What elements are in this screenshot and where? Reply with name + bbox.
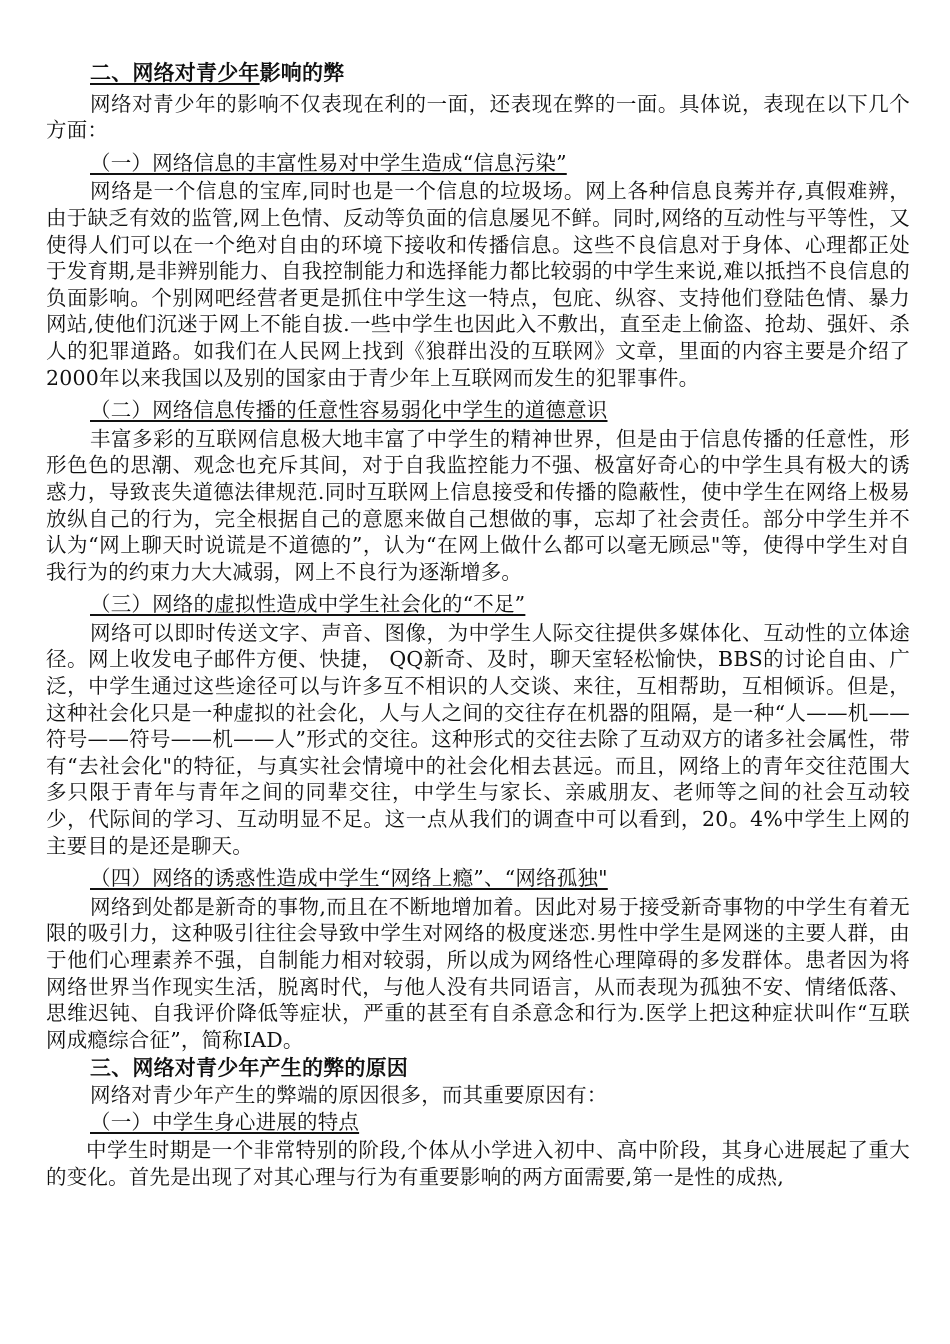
subsection-1-title: （一）网络信息的丰富性易对中学生造成“信息污染”	[90, 150, 567, 175]
section-2-heading-rest: 影响的弊	[259, 60, 345, 85]
subsection-2-title: （二）网络信息传播的任意性容易弱化中学生的道德意识	[90, 398, 608, 423]
section-2-heading	[90, 60, 910, 87]
section-3-subsection-1-body: 中学生时期是一个非常特别的阶段,个体从小学进入初中、高中阶段，其身心进展起了重大的变化。首先是出现了对其心理与行为有重要影响的两方面需要,第一是性的成热,	[46, 1138, 910, 1189]
section-3-heading: 三、网络对青少年产生的弊的原因	[90, 1055, 408, 1081]
subsection-2-body: 丰富多彩的互联网信息极大地丰富了中学生的精神世界，但是由于信息传播的任意性，形形色色的思潮、观念也充斥其间，对于自我监控能力不强、极富好奇心的中学生具有极大的诱惑力，导致丧失道德法律规范.同时互联网上信息接受和传播的隐蔽性，使中学生在网络上极易放纵自己的行为，完全根据自己的意愿来做自己想做的事，忘却了社会责任。部分中学生并不认为“网上聊天时说谎是不道德的”，认为“在网上做什么都可以毫无顾忌"等，使得中学生对自我行为的约束力大大减弱，网上不良行为逐渐增多。	[46, 426, 910, 584]
section-3-intro: 网络对青少年产生的弊端的原因很多，而其重要原因有：	[90, 1082, 608, 1107]
subsection-4-title: （四）网络的诱惑性造成中学生“网络上瘾”、“网络孤独"	[90, 866, 608, 891]
subsection-3-title: （三）网络的虚拟性造成中学生社会化的“不足”	[90, 592, 526, 617]
section-3-subsection-1-title: （一）中学生身心进展的特点	[90, 1109, 360, 1134]
subsection-3-body: 网络可以即时传送文字、声音、图像，为中学生人际交往提供多媒体化、互动性的立体途径。网上收发电子邮件方便、快捷， QQ新奇、及时，聊天室轻松愉快，BBS的讨论自由、广泛，中学生通过这些途径可以与许多互不相识的人交谈、来往，互相帮助，互相倾诉。但是，这种社会化只是一种虚拟的社会化，人与人之间的交往存在机器的阻隔，是一种“人——机——符号——符号——机——人”形式的交往。这种形式的交往去除了互动双方的诸多社会属性，带有“去社会化"的特征，与真实社会情境中的社会化相去甚远。而且，网络上的青年交往范围大多只限于青年与青年之间的同辈交往，中学生与家长、亲戚朋友、老师等之间的社会互动较少，代际间的学习、互动明显不足。这一点从我们的调查中可以看到，20。4%中学生上网的主要目的是还是聊天。	[46, 620, 910, 858]
section-2-heading-underlined: 二、网络对青少年	[90, 60, 260, 85]
section-2-intro: 网络对青少年的影响不仅表现在利的一面，还表现在弊的一面。具体说，表现在以下几个方面：	[46, 91, 910, 143]
subsection-4-body: 网络到处都是新奇的事物,而且在不断地增加着。因此对易于接受新奇事物的中学生有着无限的吸引力，这种吸引往往会导致中学生对网络的极度迷恋.男性中学生是网迷的主要人群，由于他们心理素养不强，自制能力相对较弱，所以成为网络性心理障碍的多发群体。患者因为将网络世界当作现实生活，脱离时代，与他人没有共同语言，从而表现为孤独不安、情绪低落、思维迟钝、自我评价降低等症状，严重的甚至有自杀意念和行为.医学上把这种症状叫作“互联网成瘾综合征”，简称IAD。	[46, 894, 910, 1052]
subsection-1-body: 网络是一个信息的宝库,同时也是一个信息的垃圾场。网上各种信息良莠并存,真假难辨，由于缺乏有效的监管,网上色情、反动等负面的信息屡见不鲜。同时,网络的互动性与平等性，又使得人们可以在一个绝对自由的环境下接收和传播信息。这些不良信息对于身体、心理都正处于发育期,是非辨别能力、自我控制能力和选择能力都比较弱的中学生来说,难以抵挡不良信息的负面影响。个别网吧经营者更是抓住中学生这一特点，包庇、纵容、支持他们登陆色情、暴力网站,使他们沉迷于网上不能自拔.一些中学生也因此入不敷出，直至走上偷盗、抢劫、强奸、杀人的犯罪道路。如我们在人民网上找到《狼群出没的互联网》文章，里面的内容主要是介绍了2000年以来我国以及别的国家由于青少年上互联网而发生的犯罪事件。	[46, 179, 910, 390]
